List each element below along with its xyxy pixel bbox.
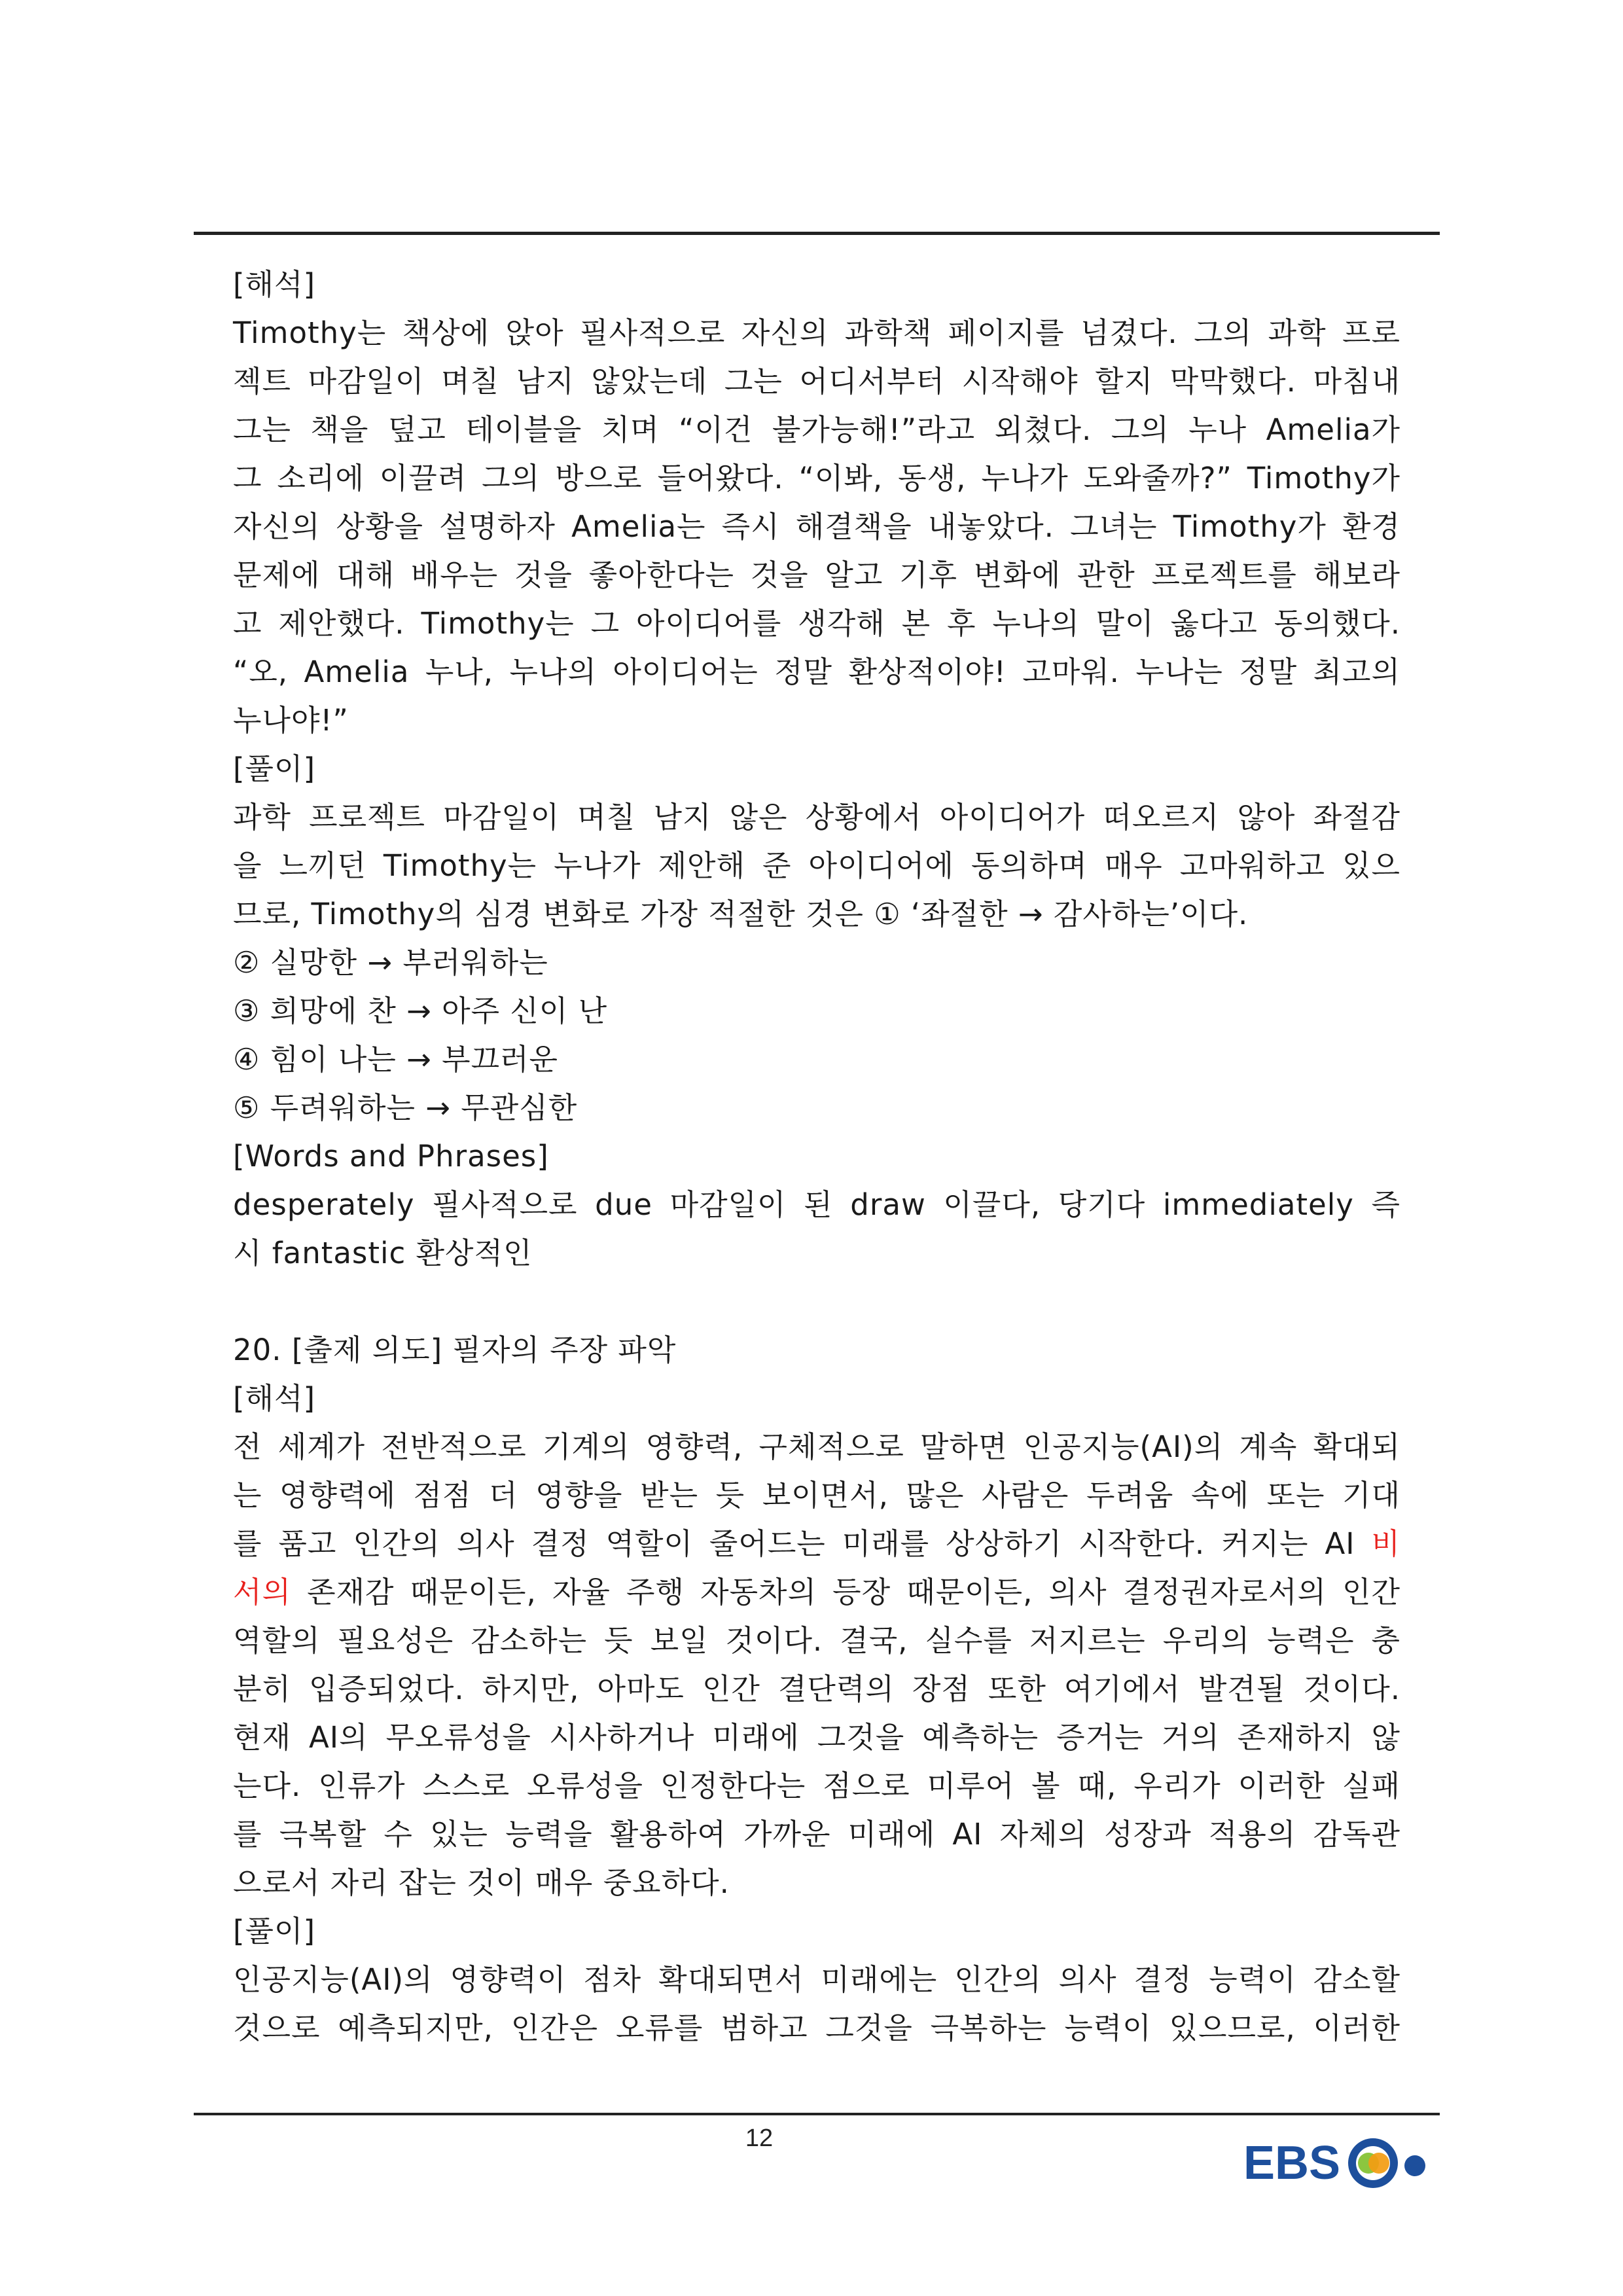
- ebs-ring-icon: [1348, 2138, 1398, 2188]
- section-19-solution-heading: [풀이]: [233, 751, 316, 786]
- section-19-interpretation-heading: [해석]: [233, 267, 316, 302]
- paragraph-text: 존재감 때문이든, 자율 주행 자동차의 등장 때문이든, 의사 결정권자로서의 인간: [291, 1575, 1400, 1609]
- paragraph-line: 는 영향력에 점점 더 영향을 받는 듯 보이면서, 많은 사람은 두려움 속에 또는 기대: [233, 1478, 1400, 1513]
- paragraph-line: 것으로 예측되지만, 인간은 오류를 범하고 그것을 극복하는 능력이 있으므로, 이러한: [233, 2011, 1400, 2045]
- paragraph-line: [233, 1568, 1400, 1617]
- option-item: ② 실망한 → 부러워하는: [233, 945, 548, 980]
- ebs-logo-text: EBS: [1243, 2137, 1341, 2189]
- paragraph-line: 역할의 필요성은 감소하는 듯 보일 것이다. 결국, 실수를 저지르는 우리의 능력은 충: [233, 1623, 1400, 1658]
- header-rule: [194, 232, 1440, 235]
- section-20-title: 20. [출제 의도] 필자의 주장 파악: [233, 1333, 677, 1367]
- option-item: ④ 힘이 나는 → 부끄러운: [233, 1042, 559, 1077]
- paragraph-line: 과학 프로젝트 마감일이 며칠 남지 않은 상황에서 아이디어가 떠오르지 않아 좌절감: [233, 800, 1400, 834]
- paragraph-line: 를 극복할 수 있는 능력을 활용하여 가까운 미래에 AI 자체의 성장과 적용의 감독관: [233, 1817, 1400, 1852]
- paragraph-line: 그는 책을 덮고 테이블을 치며 “이건 불가능해!”라고 외쳤다. 그의 누나 Amelia가: [233, 412, 1400, 447]
- paragraph-line: 문제에 대해 배우는 것을 좋아한다는 것을 알고 기후 변화에 관한 프로젝트를 해보라: [233, 558, 1400, 592]
- option-item: ③ 희망에 찬 → 아주 신이 난: [233, 994, 608, 1028]
- ebs-logo: [1243, 2130, 1459, 2196]
- paragraph-line: “오, Amelia 누나, 누나의 아이디어는 정말 환상적이야! 고마워. 누나는 정말 최고의: [233, 655, 1400, 689]
- paragraph-line: 으로서 자리 잡는 것이 매우 중요하다.: [233, 1865, 730, 1900]
- page-number: 12: [745, 2125, 774, 2152]
- section-20-solution-heading: [풀이]: [233, 1914, 316, 1948]
- vocabulary-line: 시 fantastic 환상적인: [233, 1236, 533, 1270]
- paragraph-line: Timothy는 책상에 앉아 필사적으로 자신의 과학책 페이지를 넘겼다. 그의 과학 프로: [233, 315, 1400, 350]
- paragraph-line: 을 느끼던 Timothy는 누나가 제안해 준 아이디어에 동의하며 매우 고마워하고 있으: [233, 848, 1400, 883]
- footer-rule: [194, 2113, 1440, 2115]
- section-20-interpretation-heading: [해석]: [233, 1381, 316, 1416]
- paragraph-line: 인공지능(AI)의 영향력이 점차 확대되면서 미래에는 인간의 의사 결정 능력이 감소할: [233, 1962, 1400, 1997]
- paragraph-line: 는다. 인류가 스스로 오류성을 인정한다는 점으로 미루어 볼 때, 우리가 이러한 실패: [233, 1768, 1400, 1803]
- ebs-dot-icon: [1404, 2155, 1425, 2176]
- paragraph-line: 자신의 상황을 설명하자 Amelia는 즉시 해결책을 내놓았다. 그녀는 Timothy가 환경: [233, 509, 1400, 544]
- option-item: ⑤ 두려워하는 → 무관심한: [233, 1090, 578, 1125]
- section-spacer: [233, 1278, 1400, 1326]
- paragraph-line: 므로, Timothy의 심경 변화로 가장 적절한 것은 ① ‘좌절한 → 감사하는’이다.: [233, 897, 1249, 931]
- highlighted-text: 비: [1371, 1526, 1400, 1561]
- paragraph-line: 그 소리에 이끌려 그의 방으로 들어왔다. “이봐, 동생, 누나가 도와줄까?” Timothy가: [233, 461, 1400, 495]
- paragraph-line: 고 제안했다. Timothy는 그 아이디어를 생각해 본 후 누나의 말이 옳다고 동의했다.: [233, 606, 1400, 641]
- paragraph-line: 누나야!”: [233, 703, 349, 738]
- vocabulary-line: desperately 필사적으로 due 마감일이 된 draw 이끌다, 당기다 immediately 즉: [233, 1187, 1400, 1222]
- paragraph-line: 분히 입증되었다. 하지만, 아마도 인간 결단력의 장점 또한 여기에서 발견될 것이다.: [233, 1672, 1400, 1706]
- paragraph-line: 현재 AI의 무오류성을 시사하거나 미래에 그것을 예측하는 증거는 거의 존재하지 않: [233, 1720, 1400, 1755]
- words-phrases-heading: [Words and Phrases]: [233, 1139, 549, 1174]
- paragraph-text: 를 품고 인간의 의사 결정 역할이 줄어드는 미래를 상상하기 시작한다. 커지는 AI: [233, 1526, 1372, 1561]
- highlighted-text: 서의: [233, 1575, 291, 1609]
- paragraph-line: 전 세계가 전반적으로 기계의 영향력, 구체적으로 말하면 인공지능(AI)의 계속 확대되: [233, 1429, 1400, 1464]
- paragraph-line: 젝트 마감일이 며칠 남지 않았는데 그는 어디서부터 시작해야 할지 막막했다. 마침내: [233, 364, 1400, 399]
- document-body: [233, 260, 1400, 2053]
- paragraph-line: [233, 1520, 1400, 1568]
